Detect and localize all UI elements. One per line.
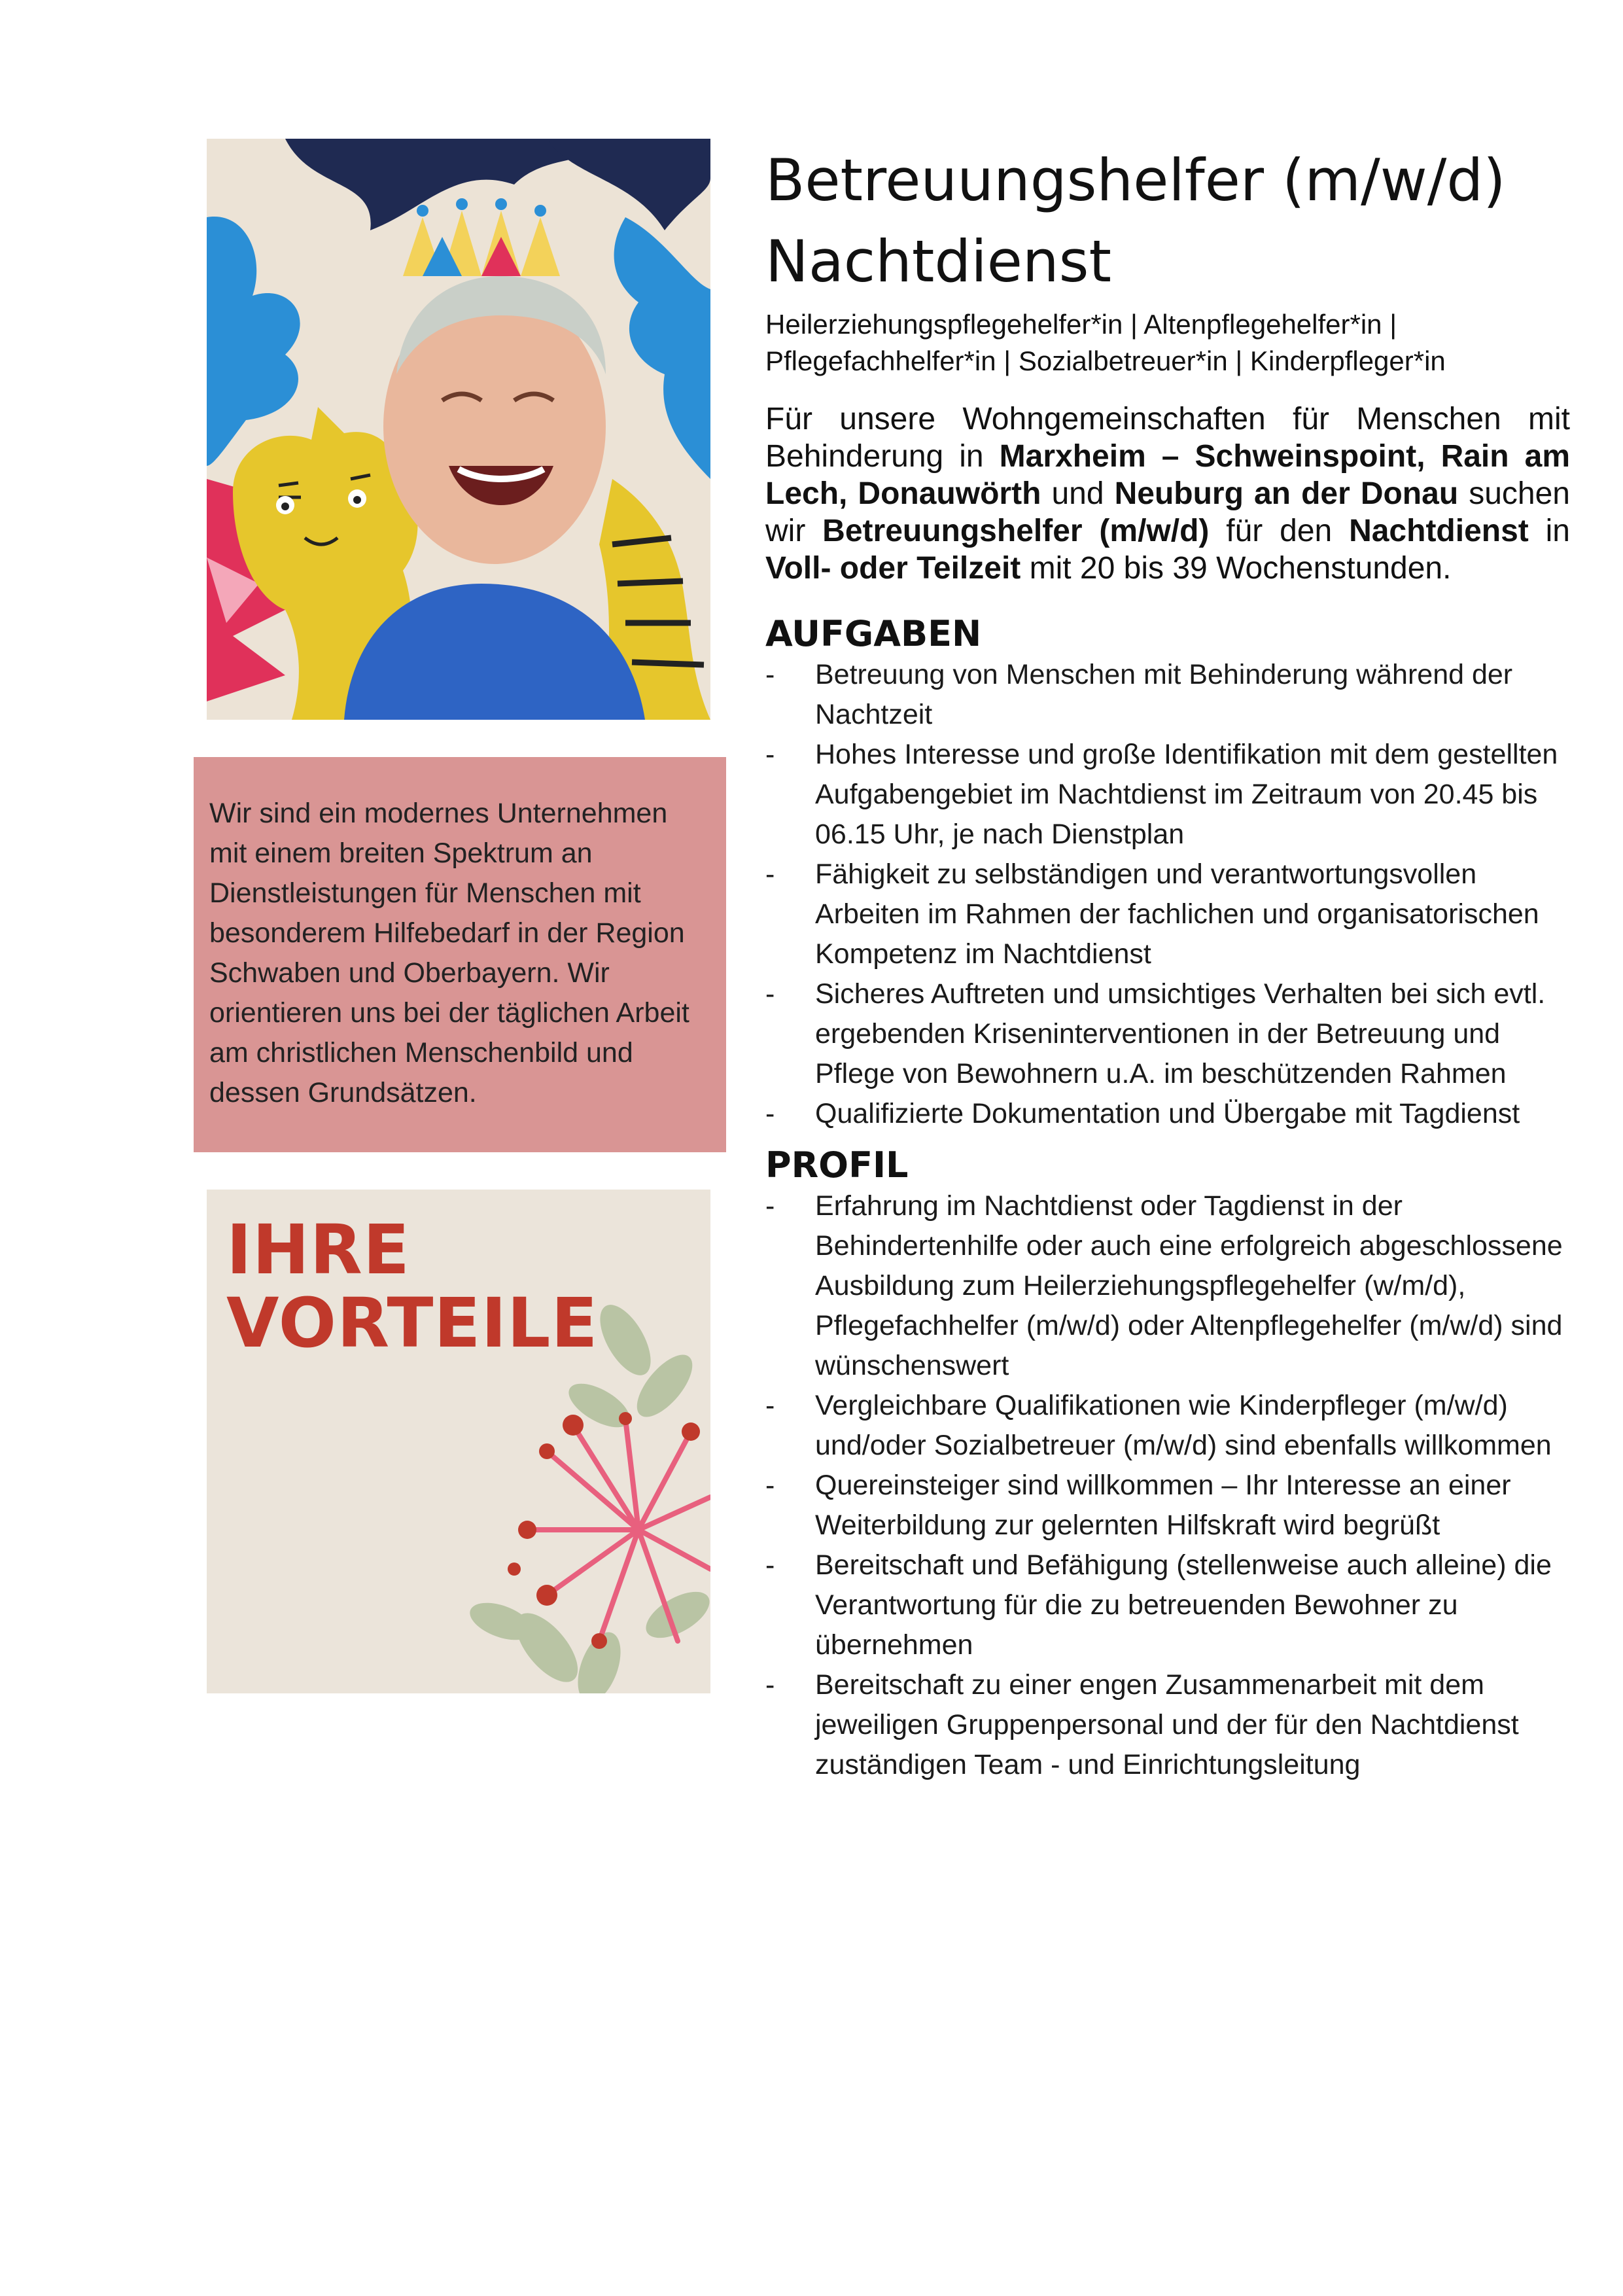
list-item <box>765 1094 1570 1134</box>
list-item-text: Betreuung von Menschen mit Behinderung während der Nachtzeit <box>815 659 1513 730</box>
intro-text: mit 20 bis 39 Wochenstunden. <box>1021 551 1452 586</box>
benefits-image <box>207 1190 710 1693</box>
list-item <box>765 655 1570 735</box>
intro-paragraph <box>765 400 1570 587</box>
profil-list <box>765 1186 1570 1785</box>
list-item <box>765 1665 1570 1785</box>
list-item-text: Bereitschaft und Befähigung (stellenweise auch alleine) die Verantwortung für die zu betreuenden Bewohner zu übernehmen <box>815 1549 1552 1661</box>
intro-text: für den <box>1209 514 1350 548</box>
job-subtitle-line: Heilerziehungspflegehelfer*in | Altenpflegehelfer*in | <box>765 309 1397 340</box>
job-subtitle <box>765 306 1570 380</box>
benefits-heading-line: VORTEILE <box>226 1283 599 1363</box>
list-item-text: Qualifizierte Dokumentation und Übergabe mit Tagdienst <box>815 1098 1520 1129</box>
list-item-text: Bereitschaft zu einer engen Zusammenarbeit mit dem jeweiligen Gruppenpersonal und der für den Nachtdienst zuständigen Team - und Einrichtungsleitung <box>815 1669 1519 1780</box>
job-title-line: Nachtdienst <box>765 228 1111 295</box>
intro-text: in <box>1528 514 1570 548</box>
list-item <box>765 1186 1570 1386</box>
list-item <box>765 1545 1570 1665</box>
list-dash: - <box>765 1470 775 1501</box>
hero-illustration <box>207 139 710 720</box>
list-item <box>765 1466 1570 1545</box>
about-text: Wir sind ein modernes Unternehmen mit einem breiten Spektrum an Dienstleistungen für Menschen mit besonderem Hilfebedarf in der Region Schwaben und Oberbayern. Wir orientieren uns bei der täglichen Arbeit am christlichen Menschenbild und dessen Grundsätzen. <box>209 798 689 1108</box>
list-dash: - <box>765 1549 775 1581</box>
list-dash: - <box>765 1098 775 1129</box>
benefits-heading <box>226 1210 599 1363</box>
list-item <box>765 1386 1570 1466</box>
list-dash: - <box>765 1190 775 1222</box>
list-item <box>765 974 1570 1094</box>
list-item-text: Sicheres Auftreten und umsichtiges Verhalten bei sich evtl. ergebenden Kriseninterventionen in der Betreuung und Pflege von Bewohnern u.A. im beschützenden Rahmen <box>815 978 1546 1089</box>
aufgaben-heading: AUFGABEN <box>765 613 982 654</box>
intro-shift: Nachtdienst <box>1349 514 1529 548</box>
benefits-heading-line: IHRE <box>226 1210 410 1290</box>
list-item-text: Quereinsteiger sind willkommen – Ihr Interesse an einer Weiterbildung zur gelernten Hilfskraft wird begrüßt <box>815 1470 1511 1541</box>
intro-text: suchen wir <box>765 476 1570 548</box>
list-dash: - <box>765 739 775 770</box>
list-dash: - <box>765 659 775 690</box>
about-box <box>194 757 726 1152</box>
intro-location: Neuburg an der Donau <box>1114 476 1459 511</box>
profil-heading: PROFIL <box>765 1144 909 1186</box>
list-dash: - <box>765 978 775 1010</box>
intro-text: Für unsere Wohngemeinschaften für Menschen mit Behinderung in <box>765 402 1570 474</box>
list-dash: - <box>765 1669 775 1701</box>
intro-hours: Voll- oder Teilzeit <box>765 551 1021 586</box>
job-description <box>765 140 1570 1785</box>
job-title <box>765 140 1570 302</box>
list-dash: - <box>765 1390 775 1421</box>
intro-locations: Marxheim – Schweinspoint, Rain am Lech, Donauwörth <box>765 439 1570 511</box>
list-dash: - <box>765 858 775 890</box>
list-item <box>765 735 1570 855</box>
list-item <box>765 855 1570 974</box>
list-item-text: Fähigkeit zu selbständigen und verantwortungsvollen Arbeiten im Rahmen der fachlichen und organisatorischen Kompetenz im Nachtdienst <box>815 858 1539 970</box>
list-item-text: Erfahrung im Nachtdienst oder Tagdienst in der Behindertenhilfe oder auch eine erfolgreich abgeschlossene Ausbildung zum Heilerziehungspflegehelfer (w/m/d), Pflegefachhelfer (m/w/d) oder Altenpflegehelfer (m/w/d) sind wünschenswert <box>815 1190 1563 1381</box>
hero-image <box>207 139 710 720</box>
intro-role: Betreuungshelfer (m/w/d) <box>822 514 1210 548</box>
list-item-text: Hohes Interesse und große Identifikation mit dem gestellten Aufgabengebiet im Nachtdienst im Zeitraum von 20.45 bis 06.15 Uhr, je nach Dienstplan <box>815 739 1558 850</box>
job-subtitle-line: Pflegefachhelfer*in | Sozialbetreuer*in | Kinderpfleger*in <box>765 345 1446 376</box>
list-item-text: Vergleichbare Qualifikationen wie Kinderpfleger (m/w/d) und/oder Sozialbetreuer (m/w/d) sind ebenfalls willkommen <box>815 1390 1552 1461</box>
intro-text: und <box>1041 476 1115 511</box>
job-title-line: Betreuungshelfer (m/w/d) <box>765 147 1506 214</box>
aufgaben-list <box>765 655 1570 1134</box>
